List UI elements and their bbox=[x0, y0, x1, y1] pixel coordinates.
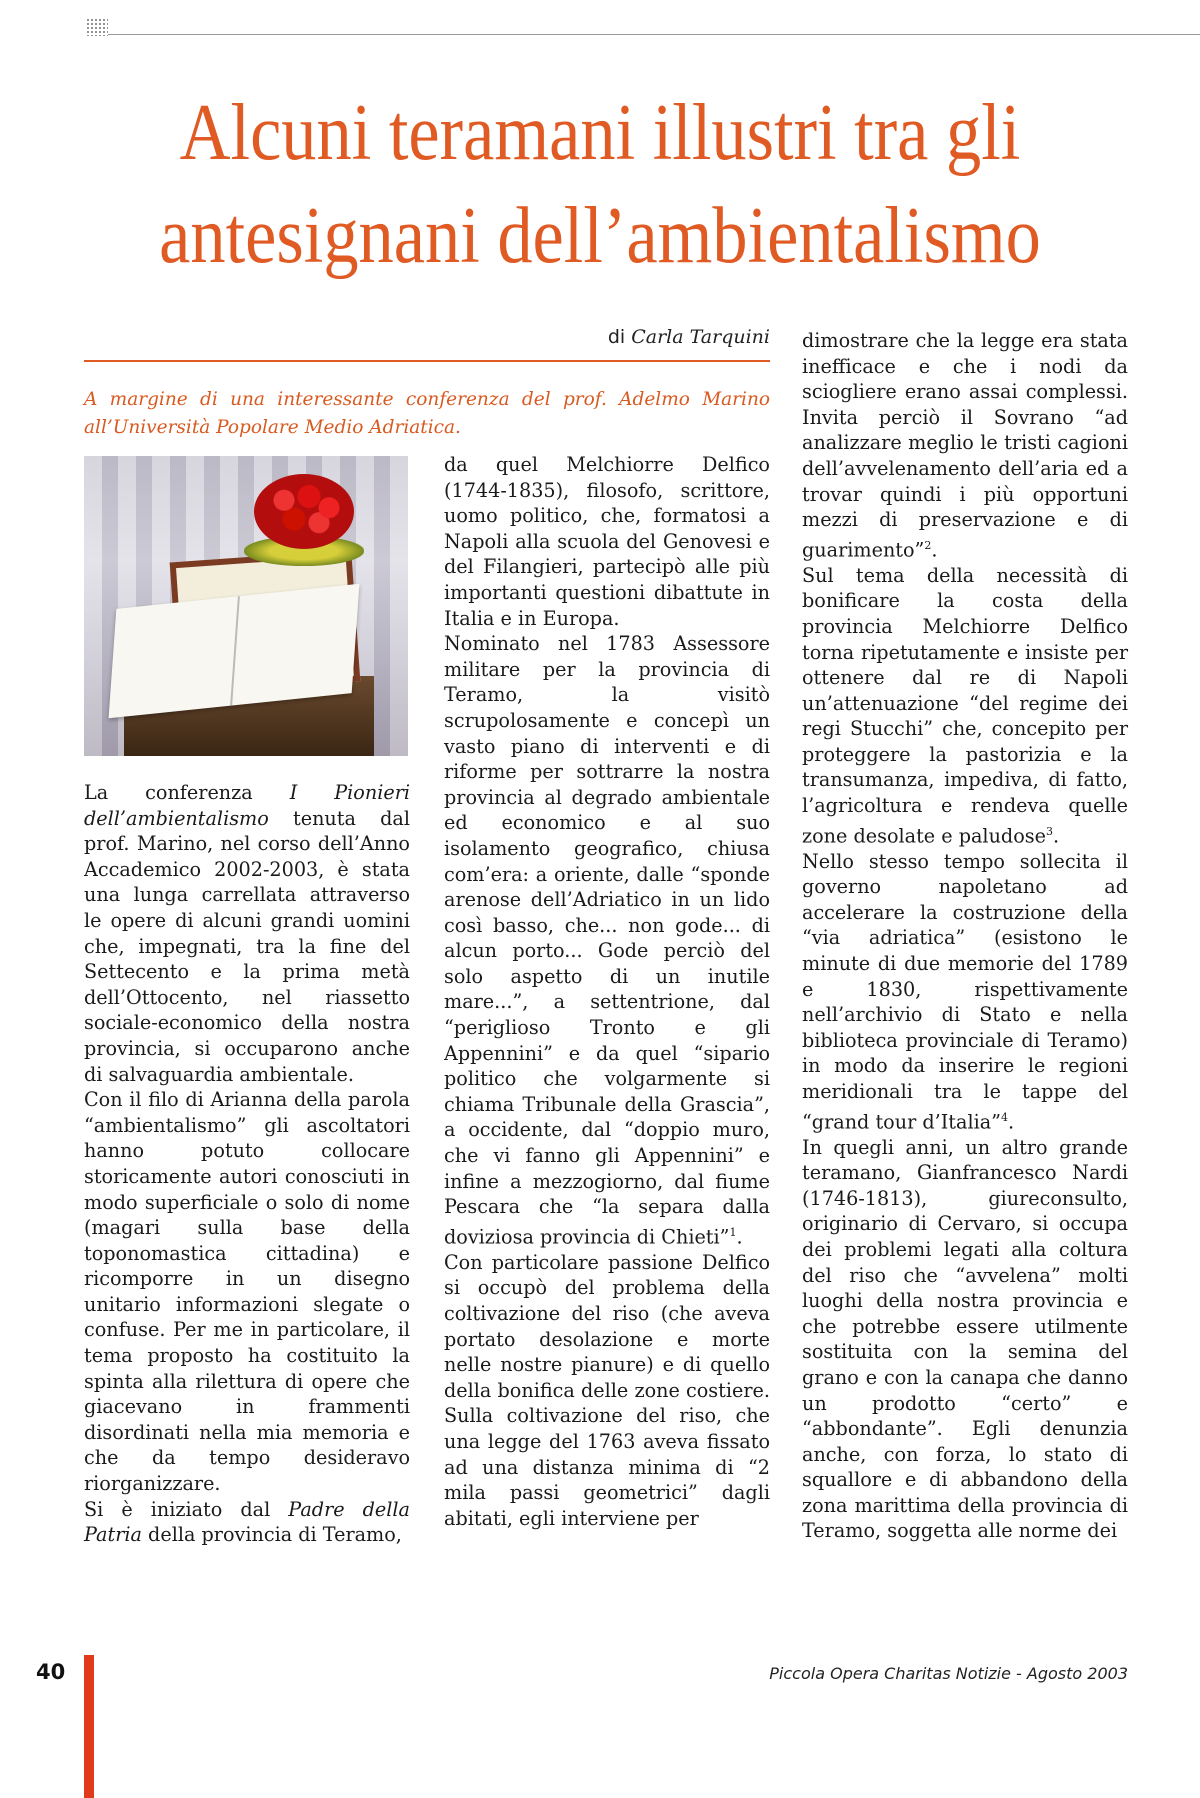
column-2-paragraph-2: Nominato nel 1783 Assessore militare per la provincia di Teramo, la visitò scrupolosamente e concepì un vasto piano di interventi e di riforme per sottrarre la nostra provincia al degrado ambientale ed economico e al suo isolamento geografico, chiusa com’era: a oriente, dalle “sponde arenose dell’Adriatico in un lido così basso, che... non gode... di alcun porto... Gode perciò del solo aspetto di un inutile mare...”, a settentrione, dal “periglioso Tronto e gli Appennini” e da quel “sipario politico che volgarmente si chiama Tribunale della Grascia”, a occidente, dal “doppio muro, che vi fanno gli Appennini” e infine a mezzogiorno, dal fiume Pescara che “la separa dalla doviziosa provincia di Chieti”$^1$. bbox=[444, 632, 770, 1249]
byline-prefix: di bbox=[607, 326, 626, 348]
column-3 bbox=[802, 328, 1128, 1544]
column-1-paragraph-1: La conferenza I Pionieri dell’ambientalismo tenuta dal prof. Marino, nel corso dell’Anno Accademico 2002-2003, è stata una lunga carrellata attraverso le opere di alcuni grandi uomini che, impegnati, tra la fine del Settecento e la prima metà dell’Ottocento, nel riassetto sociale-economico della nostra provincia, si occuparono anche di salvaguardia ambientale. bbox=[84, 781, 410, 1086]
column-3-paragraph-3: Nello stesso tempo sollecita il governo napoletano ad accelerare la costruzione della “via adriatica” (esistono le minute di due memorie del 1789 e 1830, rispettivamente nell’archivio di Stato e nella biblioteca provinciale di Teramo) in modo da inserire le regioni meridionali tra le tappe del “grand tour d’Italia”$^4$. bbox=[802, 849, 1128, 1133]
title-line-2: antesignani dell’ambientalismo bbox=[159, 192, 1041, 280]
publication-name: Piccola Opera Charitas Notizie - Agosto 2003 bbox=[769, 1664, 1128, 1683]
column-2-paragraph-3: Con particolare passione Delfico si occupò del problema della coltivazione del riso (che aveva portato desolazione e morte nelle nostre pianure) e di quello della bonifica delle zone costiere. Sulla coltivazione del riso, che una legge del 1763 aveva fissato ad una distanza minima di “2 mila passi geometrici” dagli abitati, egli interviene per bbox=[444, 1250, 770, 1530]
byline bbox=[560, 326, 770, 348]
footnote-ref-1: 1 bbox=[729, 1225, 737, 1239]
article-photo bbox=[84, 456, 408, 756]
column-3-paragraph-2: Sul tema della necessità di bonificare la costa della provincia Melchiorre Delfico torna ripetutamente e insiste per ottenere dal re di Napoli un’attenuazione “del regime dei regi Stucchi” che, concepito per proteggere la pastorizia e la transumanza, impediva, di fatto, l’agricoltura e rendeva quelle zone desolate e paludose$^3$. bbox=[802, 563, 1128, 848]
footnote-ref-2: 2 bbox=[924, 538, 932, 552]
title-rule bbox=[84, 360, 770, 362]
column-2-paragraph-1: da quel Melchiorre Delfico (1744-1835), filosofo, scrittore, uomo politico, che, formatosi a Napoli alla scuola del Genovesi e del Filangieri, partecipò alle più importanti questioni dibattute in Italia e in Europa. bbox=[444, 453, 770, 630]
column-1 bbox=[84, 780, 410, 1548]
photo-roses bbox=[254, 474, 354, 549]
top-rule bbox=[86, 18, 1200, 36]
byline-author: Carla Tarquini bbox=[631, 326, 770, 348]
title-line-1: Alcuni teramani illustri tra gli bbox=[179, 89, 1021, 177]
column-2 bbox=[444, 452, 770, 1531]
page-number: 40 bbox=[36, 1660, 66, 1684]
article-title bbox=[107, 82, 1093, 288]
footnote-ref-3: 3 bbox=[1045, 824, 1053, 838]
column-1-paragraph-3: Si è iniziato dal Padre della Patria della provincia di Teramo, bbox=[84, 1497, 410, 1547]
column-3-paragraph-4: In quegli anni, un altro grande teramano, Gianfrancesco Nardi (1746-1813), giureconsulto, originario di Cervaro, si occupa dei problemi legati alla coltura del riso che “avvelena” molti luoghi della nostra provincia e che potrebbe essere utilmente sostituita con la semina del grano e con la canapa che danno un prodotto “certo” e “abbondante”. Egli denunzia anche, con forza, lo stato di squallore e di abbandono della zona marittima della provincia di Teramo, soggetta alle norme dei bbox=[802, 1135, 1128, 1543]
footnote-ref-4: 4 bbox=[1000, 1110, 1008, 1124]
article-subtitle: A margine di una interessante conferenza del prof. Adelmo Marino all’Università Popolare Medio Adriatica. bbox=[84, 389, 770, 438]
top-line bbox=[108, 34, 1200, 35]
dot-pattern bbox=[86, 18, 108, 36]
column-1-paragraph-2: Con il filo di Arianna della parola “ambientalismo” gli ascoltatori hanno potuto collocare storicamente autori conosciuti in modo superficiale o solo di nome (magari sulla base della toponomastica cittadina) e ricomporre in un disegno unitario informazioni slegate o confuse. Per me in particolare, il tema proposto ha costituito la spinta alla rilettura di opere che giacevano in frammenti disordinati nella mia memoria e che da tempo desideravo riorganizzare. bbox=[84, 1088, 410, 1496]
column-3-paragraph-1: dimostrare che la legge era stata inefficace e che i nodi da sciogliere erano assai complessi. Invita perciò il Sovrano “ad analizzare meglio le tristi cagioni dell’avvelenamento dell’aria ed a trovar quindi i più opportuni mezzi di preservazione e di guarimento”$^2$. bbox=[802, 329, 1128, 562]
footer-accent-bar bbox=[84, 1655, 94, 1798]
